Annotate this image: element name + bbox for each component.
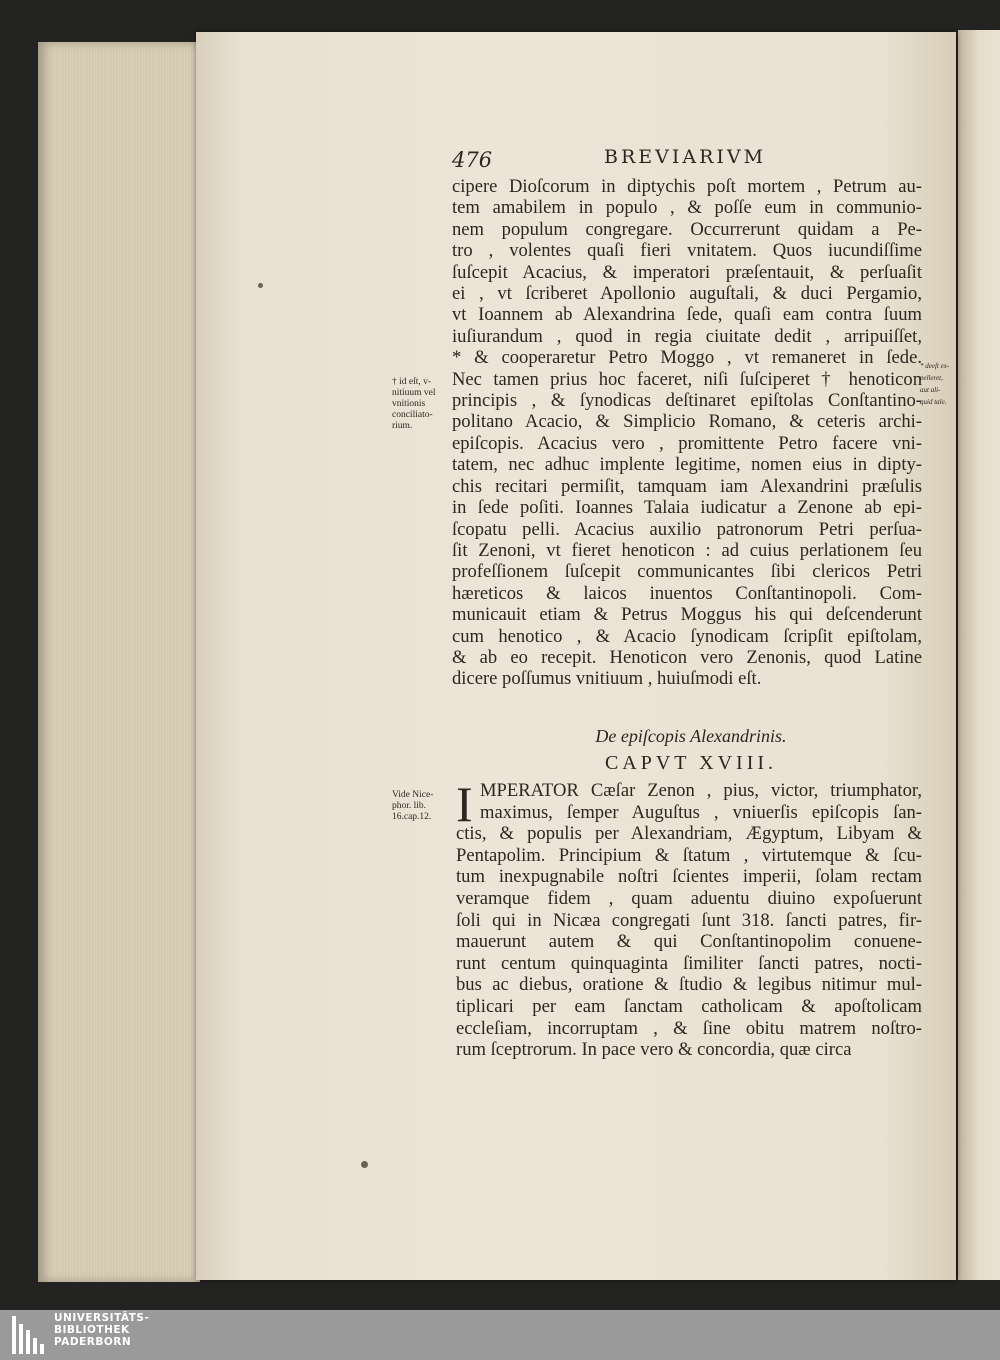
text-line: * & cooperaretur Petro Moggo , vt remaneret in ſede. — [452, 347, 922, 369]
text-line: hæreticos & laicos inuentos Conſtantinopoli. Com- — [452, 582, 922, 604]
margin-note-line: aut ali- — [920, 386, 941, 394]
margin-note-line: † id eſt, v- — [392, 377, 432, 387]
text-line: maximus, ſemper Auguſtus , vniuerſis epiſcopis ſan- — [480, 801, 922, 823]
chapter-heading: CAPVT XVIII. — [604, 752, 778, 774]
library-logo-icon — [12, 1316, 46, 1354]
text-line: chis recitari permiſit, tamquam iam Alexandrini præſulis — [452, 475, 922, 497]
margin-note-line: quid tale. — [920, 398, 947, 406]
text-line: ſit Zenoni, vt fieret henoticon : ad cuius perlationem ſeu — [452, 539, 922, 561]
text-line: cum henotico , & Acacio ſynodicam ſcripſit epiſtolam, — [452, 625, 922, 647]
text-line: mauerunt autem & qui Conſtantinopolim conuene- — [456, 931, 922, 953]
text-line: tiplicari per eam ſanctam catholicam & apoſtolicam — [456, 995, 922, 1017]
text-line: ei , vt ſcriberet Apollonio auguſtali, & duci Pergamio, — [452, 283, 922, 305]
library-name-line3: PADERBORN — [54, 1336, 132, 1348]
text-line: tem amabilem in populo , & poſſe eum in communio- — [452, 197, 922, 219]
text-line: cipere Dioſcorum in diptychis poſt mortem , Petrum au- — [452, 176, 922, 197]
margin-note-line: conciliato- — [392, 410, 433, 420]
text-line: bus ac diebus, oratione & ſtudio & legibus nitimur mul- — [456, 974, 922, 996]
margin-note-line: Vide Nice- — [392, 790, 434, 800]
facing-page-edge — [958, 30, 1000, 1280]
book-page-edges — [38, 42, 200, 1282]
running-head: BREVIARIVM — [604, 146, 767, 168]
page-number: 476 — [452, 148, 493, 172]
text-line: nem populum congregare. Occurrerunt quidam a Pe- — [452, 218, 922, 240]
drop-cap: I — [456, 776, 473, 832]
text-line: ctis, & populis per Alexandriam, Ægyptum, Libyam & — [456, 823, 922, 845]
library-footer-bar — [0, 1310, 1000, 1360]
margin-note-line: * deeſt ex- — [920, 362, 950, 370]
text-line: iuſiurandum , quod in regia ciuitate dedit , arripuiſſet, — [452, 325, 922, 347]
paper-spot — [258, 283, 263, 288]
text-line: principis , & ſynodicas deſtinaret epiſtolas Conſtantino- — [452, 390, 922, 412]
text-line: ſuſcepit Acacius, & imperatori præſentauit, & perſuaſit — [452, 261, 922, 283]
text-line: rum ſceptrorum. In pace vero & concordia, quæ circa — [456, 1039, 852, 1061]
library-name-line1: UNIVERSITÄTS- — [54, 1312, 150, 1324]
text-line: Nec tamen prius hoc faceret, niſi ſuſciperet † henoticon — [452, 368, 922, 390]
library-name — [54, 1312, 149, 1348]
margin-note-line: nitiuum vel — [392, 388, 436, 398]
text-line: eccleſiam, incorruptam , & ſine obitu matrem noſtro- — [456, 1017, 922, 1039]
text-line: veramque fidem , quam aduentu diuino expoſuerunt — [456, 887, 922, 909]
text-line: vt Ioannem ab Alexandrina ſede, quaſi eam contra ſuum — [452, 304, 922, 326]
text-line: ſcopatu pelli. Acacius auxilio patronorum Petri perſua- — [452, 518, 922, 540]
text-line: tatem, nec adhuc implente legitime, nomen eius in dipty- — [452, 454, 922, 476]
text-line: Pentapolim. Principium & ſtatum , virtutemque & ſcu- — [456, 844, 922, 866]
text-line: municauit etiam & Petrus Moggus his qui deſcenderunt — [452, 604, 922, 626]
section-heading: De epiſcopis Alexandrinis. — [595, 726, 787, 746]
margin-note-line: pelleret, — [920, 374, 943, 382]
text-line: ſoli qui in Nicæa congregati ſunt 318. ſancti patres, fir- — [456, 909, 922, 931]
main-text — [452, 176, 922, 690]
text-line: tum inexpugnabile noſtri ſcientes imperii, ſolam rectam — [456, 866, 922, 888]
margin-note-line: 16.cap.12. — [392, 812, 432, 822]
library-name-line2: BIBLIOTHEK — [54, 1324, 130, 1336]
text-line: tro , volentes quaſi fieri vnitatem. Quos iucundiſſime — [452, 240, 922, 262]
text-line: politano Acacio, & Simplicio Romano, & ceteris archi- — [452, 411, 922, 433]
margin-note-line: phor. lib. — [392, 801, 427, 811]
margin-note-line: rium. — [392, 421, 413, 431]
margin-note-line: vnitionis — [392, 399, 426, 409]
text-line: profeſſionem ſuſcepit communicantes ſibi clericos Petri — [452, 561, 922, 583]
text-line: in ſede poſiti. Ioannes Talaia iudicatur a Zenone ab epi- — [452, 497, 922, 519]
text-line: & ab eo recepit. Henoticon vero Zenonis, quod Latine — [452, 646, 922, 668]
text-line: epiſcopis. Acacius vero , promittente Petro facere vni- — [452, 432, 922, 454]
margin-note-right — [920, 360, 960, 408]
text-line: runt centum quinquaginta ſimiliter ſancti patres, nocti- — [456, 952, 922, 974]
margin-note-nicephorus — [392, 790, 444, 823]
margin-note-henoticon — [392, 377, 444, 432]
text-line: MPERATOR Cæſar Zenon , pius, victor, triumphator, — [480, 780, 922, 801]
text-line: dicere poſſumus vnitiuum , huiuſmodi eſt. — [452, 668, 762, 690]
chapter-text — [456, 776, 922, 1061]
paper-spot — [361, 1161, 368, 1168]
